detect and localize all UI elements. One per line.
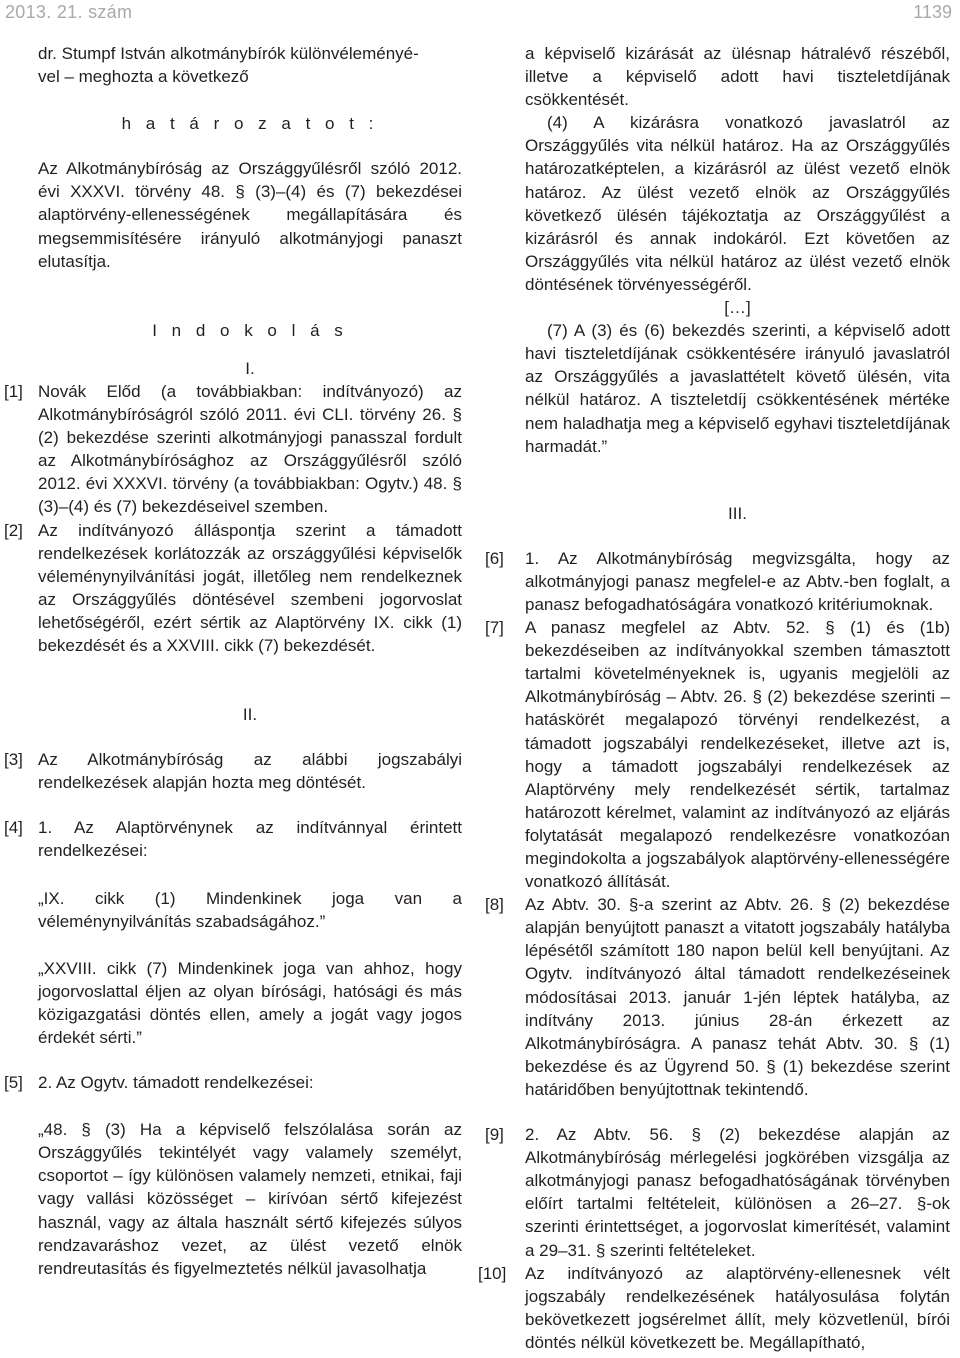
paragraph-number: [8]: [485, 895, 504, 915]
right-column: [478, 42, 950, 1354]
paragraph-2: [4, 519, 462, 658]
intro-line-1: dr. Stumpf István alkotmánybírók különvéleményé-: [38, 44, 419, 63]
paragraph-number: [6]: [485, 548, 504, 568]
paragraph-number: [3]: [4, 750, 23, 770]
paragraph-text: Az Abtv. 30. §-a szerint az Abtv. 26. § (2) bekezdése alapján benyújtott panaszt a vitatott jogszabály hatályba lépésétől számított 180 napon belül kell benyújtani. Az Ogytv. indítványozó által támadott rendelkezéseinek módosításai 2013. január 1-jén léptek hatályba, az indítvány 2013. június 28-án érkezett az Alkotmánybíróságra. A panasz tehát Abtv. 30. § (1) bekezdése és az Ügyrend 50. § (1) bekezdése szerint határidőben benyújtottnak tekintendő.: [525, 895, 950, 1099]
section-heading-I: I.: [245, 358, 255, 378]
decision-text: Az Alkotmánybíróság az Országgyűlésről szóló 2012. évi XXXVI. törvény 48. § (3)–(4) és (7) bekezdései alaptörvény-ellenességének megállapítására és megsemmisítésére irányuló alkotmányjogi panaszt elutasítja.: [38, 159, 462, 271]
paragraph-number: [5]: [4, 1073, 23, 1093]
paragraph-text: Novák Előd (a továbbiakban: indítványozó) az Alkotmánybíróságról szóló 2011. évi CLI. törvény 26. § (2) bekezdése szerinti alkotmányjogi panasszal fordult az Alkotmánybírósághoz az Országgyűlésről szóló 2012. évi XXXVI. törvény (a továbbiakban: Ogytv.) 48. § (3)–(4) és (7) bekezdéseivel szemben.: [38, 381, 462, 517]
paragraph-text: A panasz megfelel az Abtv. 52. § (1) és (1b) bekezdéseiben az indítványokkal szemben támasztott tartalmi követelményeknek is, ugyanis megjelöli az Alkotmánybíróság – Abtv. 26. § (2) bekezdése szerinti – hatáskörét megalapozó törvényi rendelkezést, a támadott jogszabályi rendelkezéseket, illetve azt is, hogy a támadott jogszabályi rendelkezések az Alaptörvény mely rendelkezését sértik, tartalmaz határozott kérelmet, valamint az indítványozó az eljárás folytatását megalapozó rendelkezésre vonatkozóan megindokolta a jogszabályok alaptörvény-ellenességére vonatkozó állítását.: [525, 618, 950, 892]
paragraph-number: [2]: [4, 520, 23, 540]
paragraph-number: [4]: [4, 818, 23, 838]
ellipsis: […]: [724, 298, 751, 318]
paragraph-4: [4, 816, 462, 862]
hatarozat-heading: h a t á r o z a t o t :: [121, 114, 379, 134]
section-heading-II: II.: [242, 705, 258, 725]
paragraph-3: [4, 748, 462, 794]
quote-48-7: (7) A (3) és (6) bekezdés szerinti, a képviselő adott havi tiszteletdíjának csökkentésére irányuló javaslatról az Országgyűlés a javaslattételt követő ülésén, vita nélkül határoz. A tiszteletdíj csökkentésének mértéke nem haladhatja meg a képviselő egyhavi tiszteletdíjának harmadát.”: [525, 321, 950, 456]
quote-ix: „IX. cikk (1) Mindenkinek joga van a véleménynyilvánítás szabadságához.”: [38, 888, 462, 931]
section-heading-III: III.: [728, 503, 747, 523]
quote-48: „48. § (3) Ha a képviselő felszólalása során az Országgyűlés tekintélyét vagy valamely személyt, csoportot – így különösen valamely nemzeti, etnikai, faji vagy vallási közösséget – kirívóan sértő kifejezést használ, vagy az általa használt sértő kifejezés súlyos rendzavaráshoz vezet, az ülést vezető elnök rendreutasítás és figyelmeztetés nélkül javasolhatja: [38, 1120, 462, 1278]
paragraph-text: Az Alkotmánybíróság az alábbi jogszabályi rendelkezések alapján hozta meg döntését.: [38, 750, 462, 793]
quote-48-4: (4) A kizárásra vonatkozó javaslatról az Országgyűlés vita nélkül határoz. Ha az Országgyűlés határozatképtelen, a kizárásról az ülést vezető elnök határoz. Az ülést vezető elnök az Országgyűlés következő ülésén tájékoztatja az Országgyűlést a kizárásról és annak indokáról. Ezt követően az Országgyűlés vita nélkül határoz az ülést vezető elnök döntésének törvényességéről.: [525, 113, 950, 294]
paragraph-7: [485, 616, 950, 893]
paragraph-10: [478, 1262, 950, 1354]
paragraph-text: 2. Az Abtv. 56. § (2) bekezdése alapján az Alkotmánybíróság mérlegelési jogkörében vizsgálja az alkotmányjogi panasz befogadhatóságának törvényben előírt tartalmi feltételeit, különösen a 26–27. §-ok szerinti érintettséget, a jogorvoslat kimerítését, valamint a 29–31. § szerinti feltételeket.: [525, 1125, 950, 1260]
paragraph-text: 1. Az Alaptörvénynek az indítvánnyal érintett rendelkezései:: [38, 818, 462, 861]
paragraph-text: 1. Az Alkotmánybíróság megvizsgálta, hogy az alkotmányjogi panasz megfelel-e az Abtv.-ben foglalt, a panasz befogadhatóságára vonatkozó kritériumoknak.: [525, 548, 950, 614]
paragraph-1: [4, 380, 462, 519]
running-header: [0, 0, 960, 24]
issue-label: 2013. 21. szám: [5, 2, 133, 22]
paragraph-text: 2. Az Ogytv. támadott rendelkezései:: [38, 1073, 314, 1093]
quote-xxviii: „XXVIII. cikk (7) Mindenkinek joga van ahhoz, hogy jogorvoslattal éljen az olyan bírósági, hatósági és más közigazgatási döntés ellen, amely a jogát vagy jogos érdekét sérti.”: [38, 958, 462, 1047]
paragraph-text: Az indítványozó az alaptörvény-ellenesnek vélt jogszabály rendelkezésének hatályosulása folytán bekövetkezett jogsérelmet állít, mely közvetlenül, bírói döntés nélkül következett be. Megállapítható,: [525, 1263, 950, 1352]
paragraph-number: [9]: [485, 1125, 504, 1145]
left-column: [4, 42, 462, 1280]
paragraph-8: [485, 893, 950, 1101]
continued-text: a képviselő kizárását az ülésnap hátralévő részéből, illetve a képviselő adott havi tiszteletdíjának csökkentését.: [525, 44, 950, 110]
paragraph-5: [4, 1071, 462, 1094]
paragraph-text: Az indítványozó álláspontja szerint a támadott rendelkezések korlátozzák az országgyűlési képviselők véleménynyilvánítási jogát, illetőleg nem rendelkeznek az Országgyűlés döntésével szembeni jogorvoslat lehetőségéről, ezért sértik az Alaptörvény IX. cikk (1) bekezdését és a XXVIII. cikk (7) bekezdését.: [38, 520, 462, 655]
page-number: 1139: [913, 2, 952, 22]
paragraph-number: [10]: [478, 1263, 507, 1283]
intro-line-2: vel – meghozta a következő: [38, 67, 249, 87]
paragraph-number: [7]: [485, 618, 504, 638]
indokolas-heading: I n d o k o l á s: [152, 320, 348, 340]
paragraph-9: [485, 1123, 950, 1262]
paragraph-number: [1]: [4, 381, 23, 401]
paragraph-6: [485, 547, 950, 616]
